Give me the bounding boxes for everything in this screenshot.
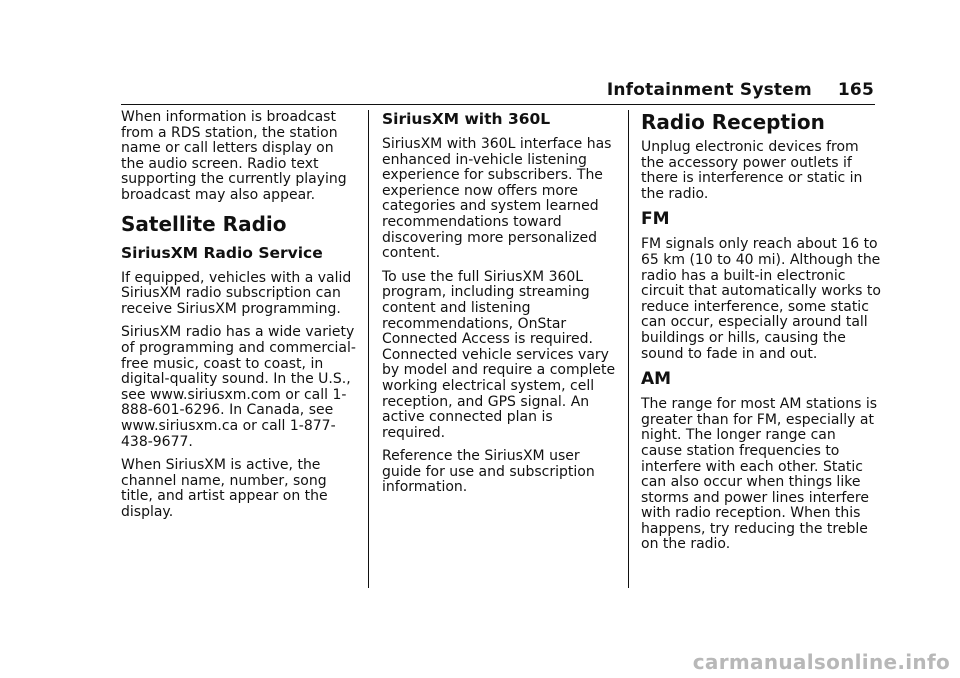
360l-requirements-paragraph: To use the full SiriusXM 360L program, including streaming content and listening recommendations, OnStar Connected Access is required. Connected vehicle services vary by model and require a complete working electrical system, cell reception, and GPS signal. An active connected plan is required. (382, 268, 616, 441)
column-divider-2 (628, 110, 629, 588)
column-1 (121, 110, 359, 528)
column-2 (382, 110, 616, 504)
subscription-paragraph: If equipped, vehicles with a valid SiriusXM radio subscription can receive SiriusXM programming. (121, 269, 352, 317)
siriusxm-service-heading: SiriusXM Radio Service (121, 243, 323, 262)
page-number: 165 (837, 80, 874, 100)
satellite-radio-heading: Satellite Radio (121, 211, 287, 236)
user-guide-paragraph: Reference the SiriusXM user guide for use and subscription information. (382, 448, 595, 496)
interference-paragraph: Unplug electronic devices from the accessory power outlets if there is interference or static in the radio. (641, 139, 863, 202)
display-paragraph: When SiriusXM is active, the channel name, number, song title, and artist appear on the display. (121, 457, 328, 520)
rds-paragraph: When information is broadcast from a RDS station, the station name or call letters display on the audio screen. Radio text supporting the currently playing broadcast may also appear. (121, 109, 347, 203)
column-3 (641, 110, 881, 561)
watermark: carmanualsonline.info (692, 650, 950, 674)
column-divider-1 (368, 110, 369, 588)
page-header (0, 80, 874, 100)
programming-paragraph: SiriusXM radio has a wide variety of programming and commercial-free music, coast to coast, in digital-quality sound. In the U.S., see www.siriusxm.com or call 1-888-601-6296. In Canada, see www.siriusxm.ca or call 1-877-438-9677. (121, 324, 356, 450)
siriusxm-360l-heading: SiriusXM with 360L (382, 110, 551, 128)
radio-reception-heading: Radio Reception (641, 110, 825, 134)
am-heading: AM (641, 369, 672, 390)
fm-paragraph: FM signals only reach about 16 to 65 km (10 to 40 mi). Although the radio has a built-in electronic circuit that automatically works to reduce interference, some static can occur, especially around tall buildings or hills, causing the sound to fade in and out. (641, 236, 881, 362)
360l-interface-paragraph: SiriusXM with 360L interface has enhanced in-vehicle listening experience for subscribers. The experience now offers more categories and system learned recommendations toward discovering more personalized content. (382, 136, 612, 262)
header-rule (121, 104, 875, 105)
section-title: Infotainment System (606, 80, 812, 100)
fm-heading: FM (641, 209, 670, 230)
am-paragraph: The range for most AM stations is greater than for FM, especially at night. The longer range can cause station frequencies to interfere with each other. Static can also occur when things like storms and power lines interfere with radio reception. When this happens, try reducing the treble on the radio. (641, 396, 877, 553)
